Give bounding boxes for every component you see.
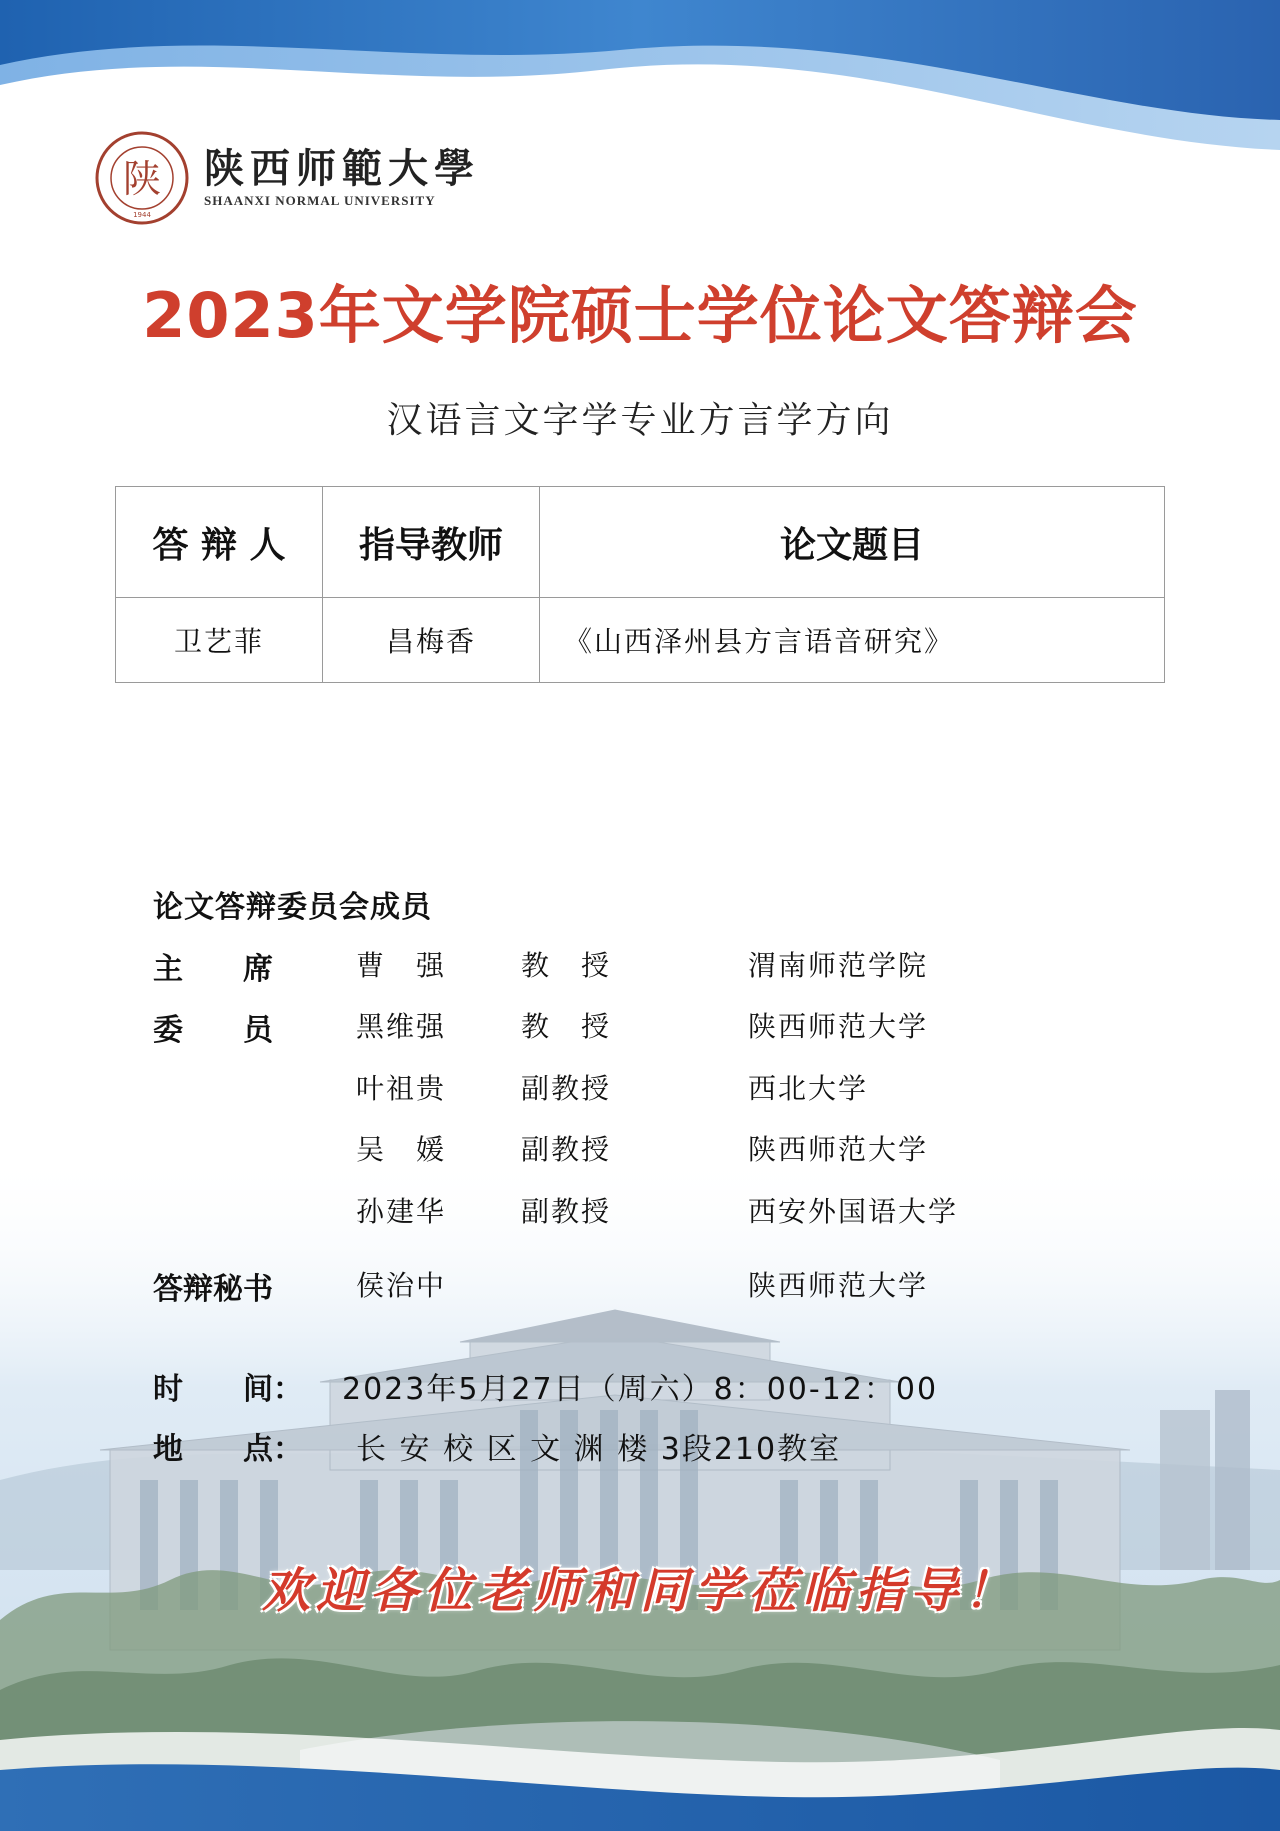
member-unit: 渭南师范学院	[748, 949, 929, 982]
thesis-table	[115, 486, 1165, 683]
member-role: 委 员	[153, 1013, 273, 1048]
university-logo	[94, 130, 480, 226]
secretary-row	[0, 1264, 1280, 1308]
secretary-name: 侯治中	[356, 1269, 447, 1302]
committee-member-row	[0, 1190, 1280, 1234]
seal-char: 陕	[122, 157, 162, 201]
member-name: 吴 媛	[356, 1133, 447, 1166]
committee-member-row	[0, 944, 1280, 988]
member-name: 黑维强	[356, 1010, 447, 1043]
committee-member-row	[0, 1128, 1280, 1172]
place-label: 地 点：	[153, 1432, 303, 1467]
secretary-unit: 陕西师范大学	[748, 1269, 929, 1302]
member-unit: 西安外国语大学	[748, 1195, 959, 1228]
header-advisor: 指导教师	[323, 487, 540, 598]
member-name: 曹 强	[356, 949, 447, 982]
time-label: 时 间：	[153, 1372, 303, 1407]
page-subtitle: 汉语言文字学专业方言学方向	[386, 400, 894, 441]
member-title: 副教授	[521, 1195, 612, 1228]
logo-chinese-name: 陕西师範大學	[204, 145, 480, 192]
member-title: 副教授	[521, 1072, 612, 1105]
member-title: 教 授	[521, 949, 612, 982]
member-unit: 陕西师范大学	[748, 1133, 929, 1166]
committee-heading: 论文答辩委员会成员	[153, 890, 432, 925]
table-header-row	[116, 487, 1165, 598]
time-value: 2023年5月27日（周六）8：00-12：00	[342, 1372, 939, 1407]
secretary-role: 答辩秘书	[153, 1272, 273, 1307]
header-student: 答 辩 人	[116, 487, 323, 598]
seal-year: 1944	[133, 211, 151, 219]
cell-topic: 《山西泽州县方言语音研究》	[540, 598, 1165, 683]
member-name: 孙建华	[356, 1195, 447, 1228]
cell-advisor: 昌梅香	[323, 598, 540, 683]
table-row	[116, 598, 1165, 683]
logo-english-name: SHAANXI NORMAL UNIVERSITY	[204, 193, 436, 208]
member-name: 叶祖贵	[356, 1072, 447, 1105]
committee-member-row	[0, 1005, 1280, 1049]
welcome-message: 欢迎各位老师和同学莅临指导！	[261, 1563, 1018, 1619]
bottom-wave-decoration	[0, 1700, 1280, 1831]
member-role: 主 席	[153, 952, 273, 987]
member-title: 教 授	[521, 1010, 612, 1043]
page-title: 2023年文学院硕士学位论文答辩会	[142, 279, 1138, 352]
place-value: 长 安 校 区 文 渊 楼 3段210教室	[356, 1432, 842, 1467]
member-title: 副教授	[521, 1133, 612, 1166]
cell-student: 卫艺菲	[116, 598, 323, 683]
committee-member-row	[0, 1067, 1280, 1111]
header-topic: 论文题目	[540, 487, 1165, 598]
member-unit: 西北大学	[748, 1072, 869, 1105]
university-seal-icon	[94, 130, 190, 226]
member-unit: 陕西师范大学	[748, 1010, 929, 1043]
